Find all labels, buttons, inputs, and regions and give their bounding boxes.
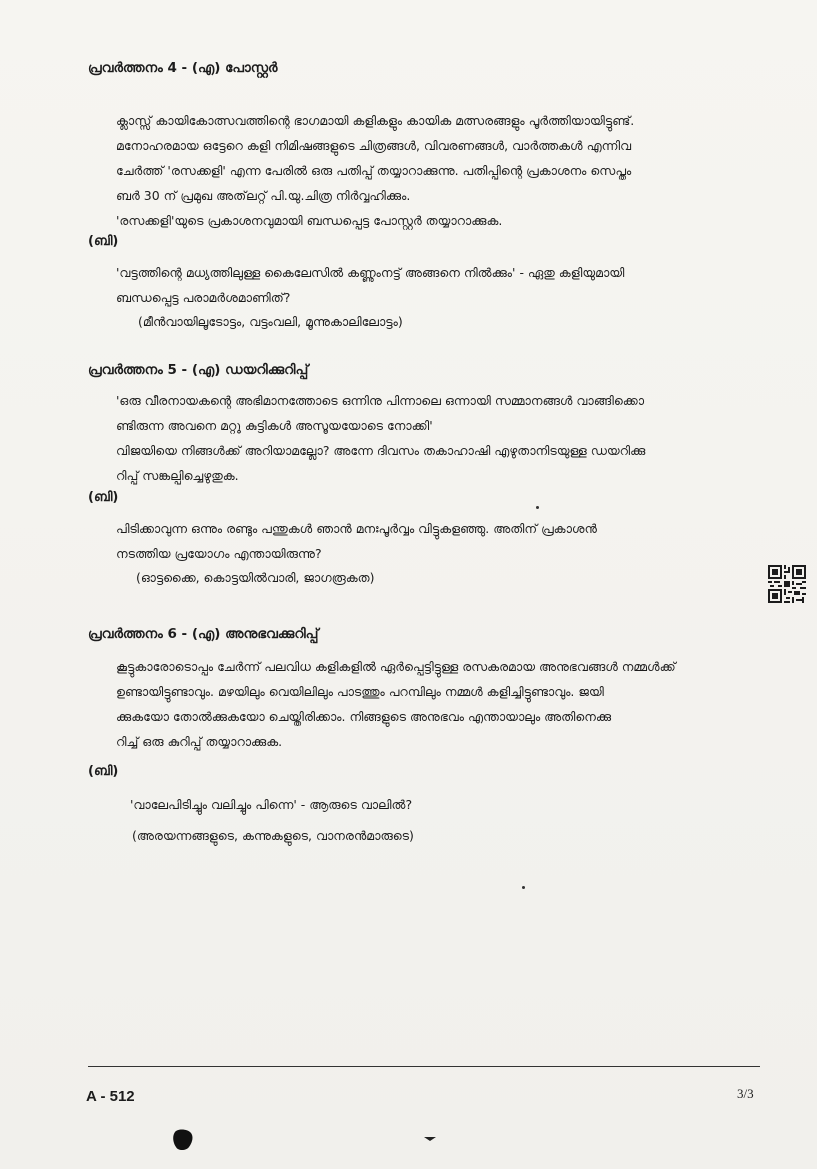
activity-6-b-question bbox=[130, 792, 412, 817]
question-line: നടത്തിയ പ്രയോഗം എന്തായിരുന്നു? bbox=[116, 546, 322, 561]
paragraph-line: 'രസക്കളി'യുടെ പ്രകാശനവുമായി ബന്ധപ്പെട്ട പോസ്റ്റർ തയ്യാറാക്കുക. bbox=[116, 213, 503, 228]
paragraph-line: ചേർത്ത് 'രസക്കളി' എന്ന പേരിൽ ഒരു പതിപ്പ് തയ്യാറാക്കുന്നു. പതിപ്പിന്റെ പ്രകാശനം സെപ്തം bbox=[116, 163, 632, 178]
paragraph-line: ണ്ടിരുന്ന അവനെ മറ്റു കുട്ടികൾ അസൂയയോടെ നോക്കി' bbox=[116, 418, 433, 433]
question-line: പിടിക്കാവുന്ന ഒന്നും രണ്ടും പന്തുകൾ ഞാൻ മനഃപൂർവ്വം വിട്ടുകളഞ്ഞു. അതിന് പ്രകാശൻ bbox=[116, 521, 597, 536]
question-line: 'വട്ടത്തിന്റെ മധ്യത്തിലുള്ള കൈലേസിൽ കണ്ണുംനട്ട് അങ്ങനെ നിൽക്കും' - ഏതു കളിയുമായി bbox=[116, 265, 625, 280]
ink-speck bbox=[536, 506, 539, 509]
ink-speck bbox=[522, 886, 525, 889]
ink-blot-icon bbox=[172, 1128, 194, 1152]
footer-divider bbox=[88, 1066, 760, 1067]
ink-mark-icon bbox=[424, 1136, 436, 1141]
activity-5-heading: പ്രവർത്തനം 5 - (എ) ഡയറിക്കുറിപ്പ് bbox=[88, 362, 309, 378]
activity-6-b-label: (ബി) bbox=[88, 764, 119, 779]
paragraph-line: ബർ 30 ന് പ്രമുഖ അത്‌ലറ്റ് പി.യു.ചിത്ര നിർവ്വഹിക്കും. bbox=[116, 188, 411, 203]
paragraph-line: ക്കുകയോ തോൽക്കുകയോ ചെയ്തിരിക്കാം. നിങ്ങളുടെ അനുഭവം എന്തായാലും അതിനെക്കു bbox=[116, 709, 612, 724]
activity-5-b-options: (ഓട്ടക്കൈ, കൊട്ടയിൽവാരി, ജാഗരൂകത) bbox=[136, 570, 375, 585]
paragraph-line: വിജയിയെ നിങ്ങൾക്ക് അറിയാമല്ലോ? അന്നേ ദിവസം തകാഹാഷി എഴുതാനിടയുള്ള ഡയറിക്കു bbox=[116, 443, 646, 458]
activity-4-paragraph bbox=[116, 108, 634, 233]
paragraph-line: 'ഒരു വീരനായകന്റെ അഭിമാനത്തോടെ ഒന്നിനു പിന്നാലെ ഒന്നായി സമ്മാനങ്ങൾ വാങ്ങിക്കൊ bbox=[116, 393, 645, 408]
activity-6-heading: പ്രവർത്തനം 6 - (എ) അനുഭവക്കുറിപ്പ് bbox=[88, 626, 319, 642]
paragraph-line: ക്ലാസ്സ് കായികോത്സവത്തിന്റെ ഭാഗമായി കളികളും കായിക മത്സരങ്ങളും പൂർത്തിയായിട്ടുണ്ട്. bbox=[116, 113, 635, 128]
question-line: ബന്ധപ്പെട്ട പരാമർശമാണിത്? bbox=[116, 290, 291, 305]
activity-5-b-question bbox=[116, 516, 597, 566]
paragraph-line: റിപ്പ് സങ്കല്പിച്ചെഴുതുക. bbox=[116, 468, 239, 483]
activity-4-heading: പ്രവർത്തനം 4 - (എ) പോസ്റ്റർ bbox=[88, 60, 278, 76]
activity-4-b-question bbox=[116, 260, 624, 310]
activity-6-paragraph bbox=[116, 654, 676, 754]
activity-4-b-label: (ബി) bbox=[88, 234, 119, 249]
activity-5-b-label: (ബി) bbox=[88, 490, 119, 505]
question-line: 'വാലേപിടിച്ചും വലിച്ചും പിന്നെ' - ആരുടെ വാലിൽ? bbox=[130, 797, 413, 812]
activity-6-b-options: (അരയന്നങ്ങളുടെ, കന്നുകളുടെ, വാനരൻമാരുടെ) bbox=[132, 828, 414, 843]
activity-5-paragraph bbox=[116, 388, 645, 488]
paragraph-line: മനോഹരമായ ഒട്ടേറെ കളി നിമിഷങ്ങളുടെ ചിത്രങ്ങൾ, വിവരണങ്ങൾ, വാർത്തകൾ എന്നിവ bbox=[116, 138, 632, 153]
qr-code-icon bbox=[768, 565, 806, 603]
page-number: 3/3 bbox=[737, 1086, 754, 1101]
paragraph-line: റിച്ച് ഒരു കുറിപ്പ് തയ്യാറാക്കുക. bbox=[116, 734, 283, 749]
paper-code: A - 512 bbox=[86, 1088, 135, 1105]
paragraph-line: കൂട്ടുകാരോടൊപ്പം ചേർന്ന് പലവിധ കളികളിൽ ഏർപ്പെട്ടിട്ടുള്ള രസകരമായ അനുഭവങ്ങൾ നമ്മൾക്ക് bbox=[116, 659, 676, 674]
paragraph-line: ഉണ്ടായിട്ടുണ്ടാവും. മഴയിലും വെയിലിലും പാടത്തും പറമ്പിലും നമ്മൾ കളിച്ചിട്ടുണ്ടാവും. ജയി bbox=[116, 684, 604, 699]
activity-4-b-options: (മീൻവായിലൂടോട്ടം, വട്ടംവലി, മൂന്നുകാലിലോട്ടം) bbox=[138, 314, 403, 329]
